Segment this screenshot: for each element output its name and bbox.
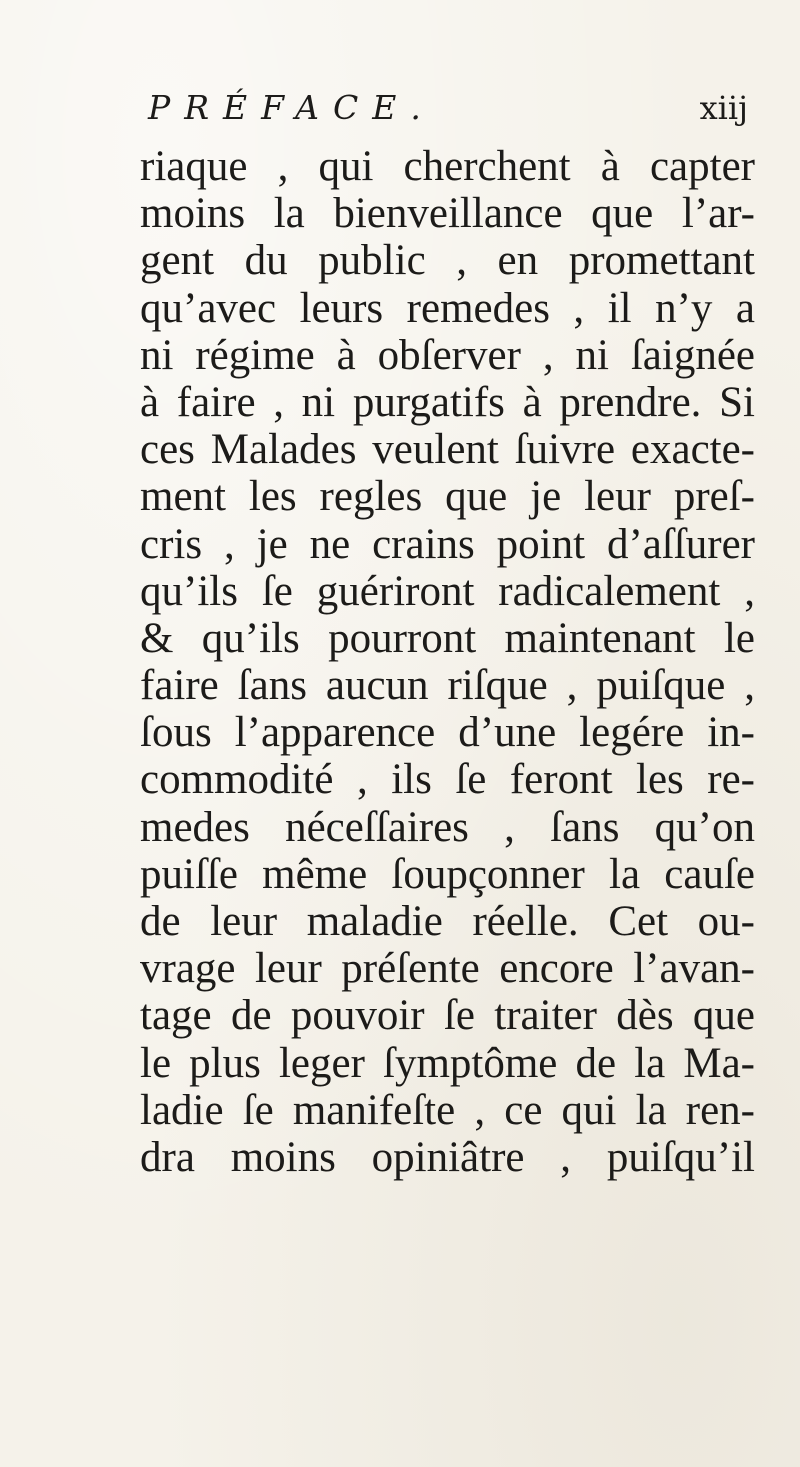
text-line: moins la bienveillance que l’ar- <box>140 190 755 238</box>
body-text <box>140 143 755 1181</box>
page-header <box>148 88 748 138</box>
text-line: medes néceſſaires , ſans qu’on <box>140 803 755 851</box>
text-line: vrage leur préſente encore l’avan- <box>140 945 755 993</box>
text-line: qu’avec leurs remedes , il n’y a <box>140 284 755 332</box>
text-line: tage de pouvoir ſe traiter dès que <box>140 992 755 1040</box>
text-line: gent du public , en promettant <box>140 237 755 285</box>
text-line: le plus leger ſymptôme de la Ma- <box>140 1039 755 1087</box>
text-line: commodité , ils ſe feront les re- <box>140 756 755 804</box>
text-line: ni régime à obſerver , ni ſaignée <box>140 331 755 379</box>
running-title: PRÉFACE. <box>148 88 435 127</box>
text-line: faire ſans aucun riſque , puiſque , <box>140 662 755 710</box>
page-number: xiij <box>699 89 748 127</box>
text-line: de leur maladie réelle. Cet ou- <box>140 898 755 945</box>
text-line: riaque , qui cherchent à capter <box>140 143 755 190</box>
text-line: & qu’ils pourront maintenant le <box>140 614 755 662</box>
text-line: ſous l’apparence d’une legére in- <box>140 709 755 757</box>
text-line: cris , je ne crains point d’aſſurer <box>140 520 755 568</box>
text-line: puiſſe même ſoupçonner la cauſe <box>140 850 755 898</box>
text-line: ces Malades veulent ſuivre exacte- <box>140 426 755 474</box>
text-line: ladie ſe manifeſte , ce qui la ren- <box>140 1086 755 1134</box>
text-line: qu’ils ſe guériront radicalement , <box>140 567 755 615</box>
text-line: dra moins opiniâtre , puiſqu’il <box>140 1133 755 1181</box>
text-line: à faire , ni purgatifs à prendre. Si <box>140 378 755 426</box>
text-line: ment les regles que je leur preſ- <box>140 473 755 521</box>
